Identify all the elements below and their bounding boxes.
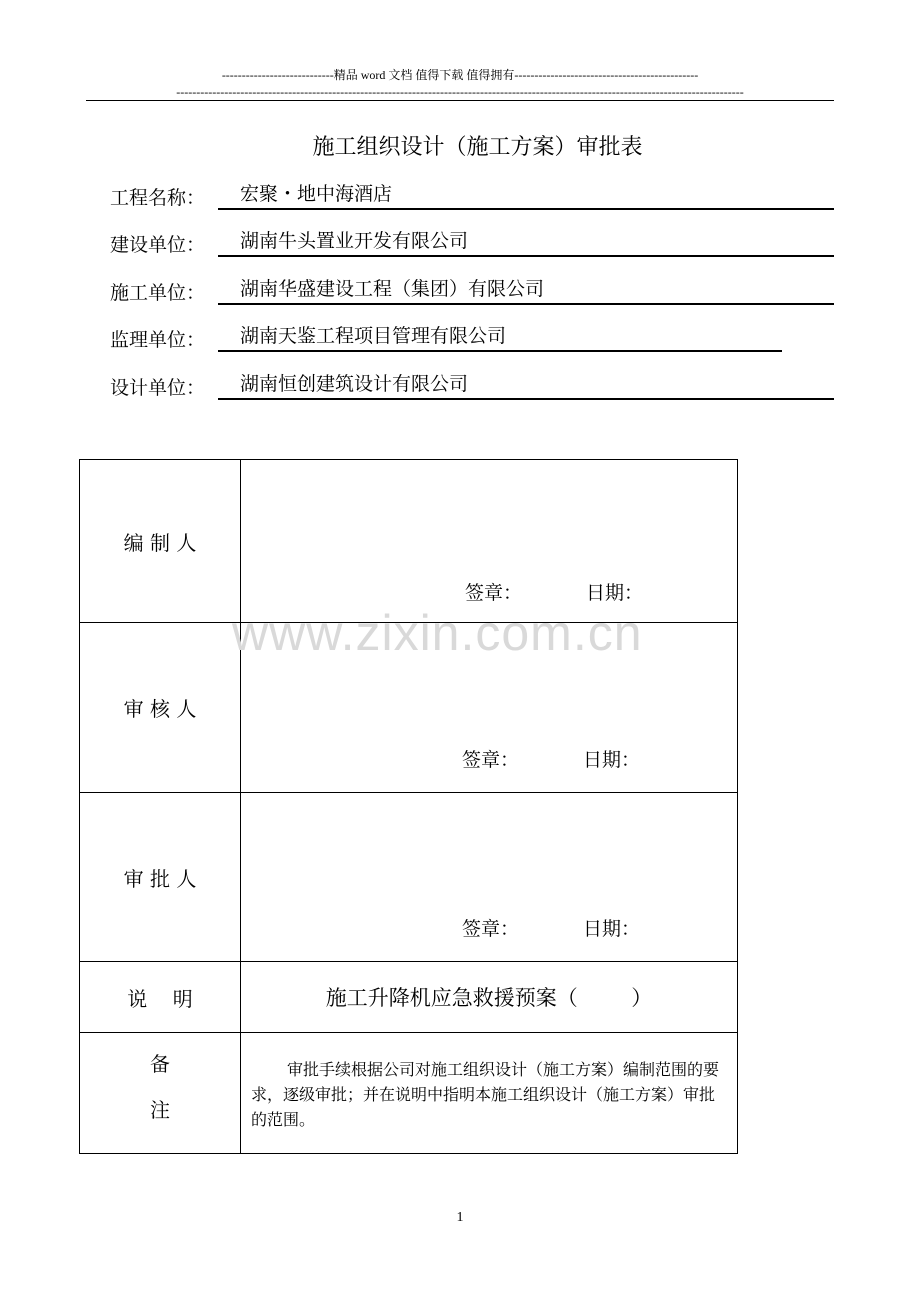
info-row-designer [110, 370, 469, 400]
signature-cell[interactable] [241, 793, 738, 962]
page-number: 1 [456, 1210, 464, 1225]
info-label: 工程名称： [110, 187, 206, 209]
row-label: 编 制 人 [80, 460, 241, 623]
header-rule [86, 100, 834, 101]
info-row-client [110, 227, 469, 257]
info-value: 湖南牛头置业开发有限公司 [218, 227, 834, 257]
notes-label-cell [80, 1033, 241, 1154]
date-label: 日期： [586, 582, 644, 604]
info-label: 建设单位： [110, 234, 206, 256]
table-row-reviewer [80, 623, 738, 793]
table-row-notes [80, 1033, 738, 1154]
info-row-supervisor [110, 322, 507, 352]
notes-label-2: 注 [150, 1098, 170, 1122]
row-label: 审 批 人 [80, 793, 241, 962]
table-row-approver [80, 793, 738, 962]
info-label: 监理单位： [110, 329, 206, 351]
info-value: 湖南天鉴工程项目管理有限公司 [218, 322, 782, 352]
description-label: 说 明 [80, 962, 241, 1033]
signature-cell[interactable] [241, 623, 738, 793]
notes-cell [241, 1033, 738, 1154]
info-value: 湖南恒创建筑设计有限公司 [218, 370, 834, 400]
date-label: 日期： [583, 749, 641, 771]
info-value: 宏聚・地中海酒店 [218, 180, 834, 210]
table-row-compiler [80, 460, 738, 623]
watermark: www.zixin.com.cn [232, 605, 643, 661]
signature-cell[interactable] [241, 460, 738, 623]
page-title: 施工组织设计（施工方案）审批表 [312, 135, 643, 160]
info-row-contractor [110, 275, 545, 305]
info-row-project [110, 180, 393, 210]
info-label: 设计单位： [110, 377, 206, 399]
header-line-2: ---------------------------------------------------------------------------------------------------------------------------------------------- [176, 85, 744, 99]
row-label: 审 核 人 [80, 623, 241, 793]
sign-label: 签章： [462, 918, 520, 940]
header-line-1: ----------------------------精品 word 文档 值得下载 值得拥有---------------------------------------------- [221, 68, 699, 82]
table-row-description [80, 962, 738, 1033]
sign-label: 签章： [465, 582, 523, 604]
approval-table [79, 459, 738, 1154]
notes-text: 审批手续根据公司对施工组织设计（施工方案）编制范围的要求，逐级审批；并在说明中指明本施工组织设计（施工方案）审批的范围。 [251, 1060, 720, 1129]
description-value: 施工升降机应急救援预案（ ） [241, 962, 738, 1033]
date-label: 日期： [583, 918, 641, 940]
info-label: 施工单位： [110, 282, 206, 304]
info-value: 湖南华盛建设工程（集团）有限公司 [218, 275, 834, 305]
notes-label-1: 备 [150, 1052, 170, 1076]
sign-label: 签章： [462, 749, 520, 771]
